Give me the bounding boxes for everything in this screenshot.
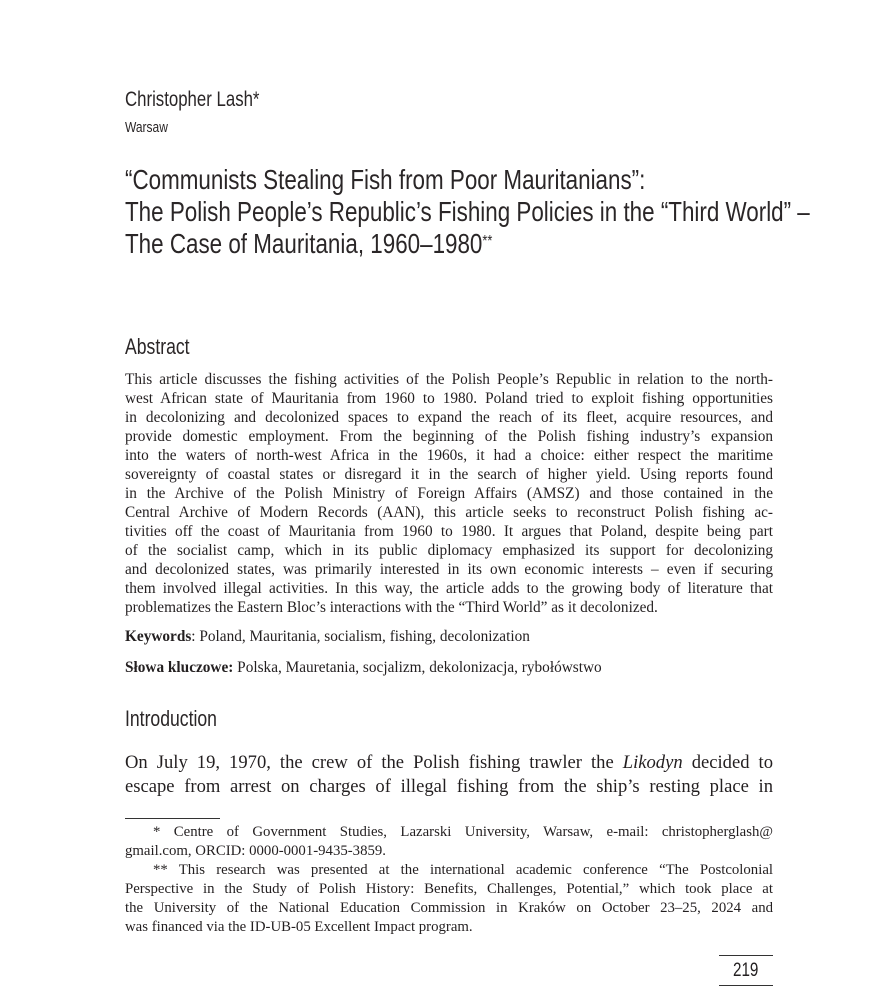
article-title: [125, 164, 810, 260]
keywords: [125, 628, 773, 646]
title-line: The Polish People’s Republic’s Fishing Policies in the “Third World” –: [125, 196, 810, 227]
intro-text: On July 19, 1970, the crew of the Polish fishing trawler the: [125, 752, 623, 773]
footnote-divider: [125, 818, 220, 819]
footnote-line: gmail.com, ORCID: 0000-0001-9435-3859.: [125, 843, 386, 859]
title-line: [125, 228, 810, 260]
footnote-line: the University of the National Education Commission in Kraków on October 23–25, 2024 and: [125, 900, 773, 916]
keywords-label: Keywords: [125, 628, 192, 645]
intro-line: [125, 751, 773, 775]
keywords-polish: [125, 659, 773, 677]
abstract-line: Central Archive of Modern Records (AAN), this article seeks to reconstruct Polish fishing ac-: [125, 504, 773, 521]
intro-text: decided to: [682, 752, 773, 773]
page-number: 219: [733, 960, 759, 981]
abstract-line: in the Archive of the Polish Ministry of Foreign Affairs (AMSZ) and those contained in the: [125, 485, 773, 502]
footnotes: [125, 823, 773, 937]
footnote-line: Perspective in the Study of Polish History: Benefits, Challenges, Potential,” which took place at: [125, 881, 773, 897]
abstract-line: west African state of Mauritania from 1960 to 1980. Poland tried to exploit fishing opportunities: [125, 390, 773, 407]
ship-name: Likodyn: [622, 752, 683, 773]
abstract-line: in decolonizing and decolonized spaces to expand the reach of its fleet, acquire resources, and: [125, 409, 773, 426]
keywords-polish-text: Polska, Mauretania, socjalizm, dekolonizacja, rybołówstwo: [233, 659, 602, 676]
intro-line: escape from arrest on charges of illegal fishing from the ship’s resting place in: [125, 776, 773, 797]
abstract-line: and decolonized states, was primarily interested in its own economic interests – even if securing: [125, 561, 773, 578]
abstract-body: [125, 370, 773, 617]
author-name: Christopher Lash*: [125, 88, 260, 111]
page-number-rule-bottom: [719, 985, 773, 986]
footnote-line: ** This research was presented at the international academic conference “The Postcolonial: [153, 862, 773, 878]
abstract-heading: Abstract: [125, 334, 190, 359]
abstract-line: sovereignty of coastal states or disregard it in the search of higher yield. Using reports found: [125, 466, 773, 483]
introduction-body: [125, 751, 773, 799]
abstract-line: This article discusses the fishing activities of the Polish People’s Republic in relation to the north-: [125, 371, 773, 388]
footnote-line: was financed via the ID-UB-05 Excellent Impact program.: [125, 919, 473, 935]
page-number-rule-top: [719, 955, 773, 956]
title-line-text: The Case of Mauritania, 1960–1980: [125, 228, 483, 259]
footnote-mark: **: [482, 233, 493, 250]
abstract-line: tivities off the coast of Mauritania from 1960 to 1980. It argues that Poland, despite being part: [125, 523, 773, 540]
footnote-line: * Centre of Government Studies, Lazarski University, Warsaw, e-mail: christopherglash@: [153, 824, 773, 840]
abstract-line: of the socialist camp, which in its public diplomacy emphasized its support for decolonizing: [125, 542, 773, 559]
title-line: “Communists Stealing Fish from Poor Mauritanians”:: [125, 164, 646, 195]
abstract-line: provide domestic employment. From the beginning of the Polish fishing industry’s expansion: [125, 428, 773, 445]
abstract-line: problematizes the Eastern Bloc’s interactions with the “Third World” as it decolonized.: [125, 599, 658, 616]
keywords-text: : Poland, Mauritania, socialism, fishing, decolonization: [191, 628, 530, 645]
abstract-line: them involved illegal activities. In this way, the article adds to the growing body of literature that: [125, 580, 773, 597]
introduction-heading: Introduction: [125, 706, 217, 731]
keywords-polish-label: Słowa kluczowe:: [125, 659, 234, 676]
author-affiliation: Warsaw: [125, 119, 168, 136]
abstract-line: into the waters of north-west Africa in the 1960s, it had a choice: either respect the maritime: [125, 447, 773, 464]
